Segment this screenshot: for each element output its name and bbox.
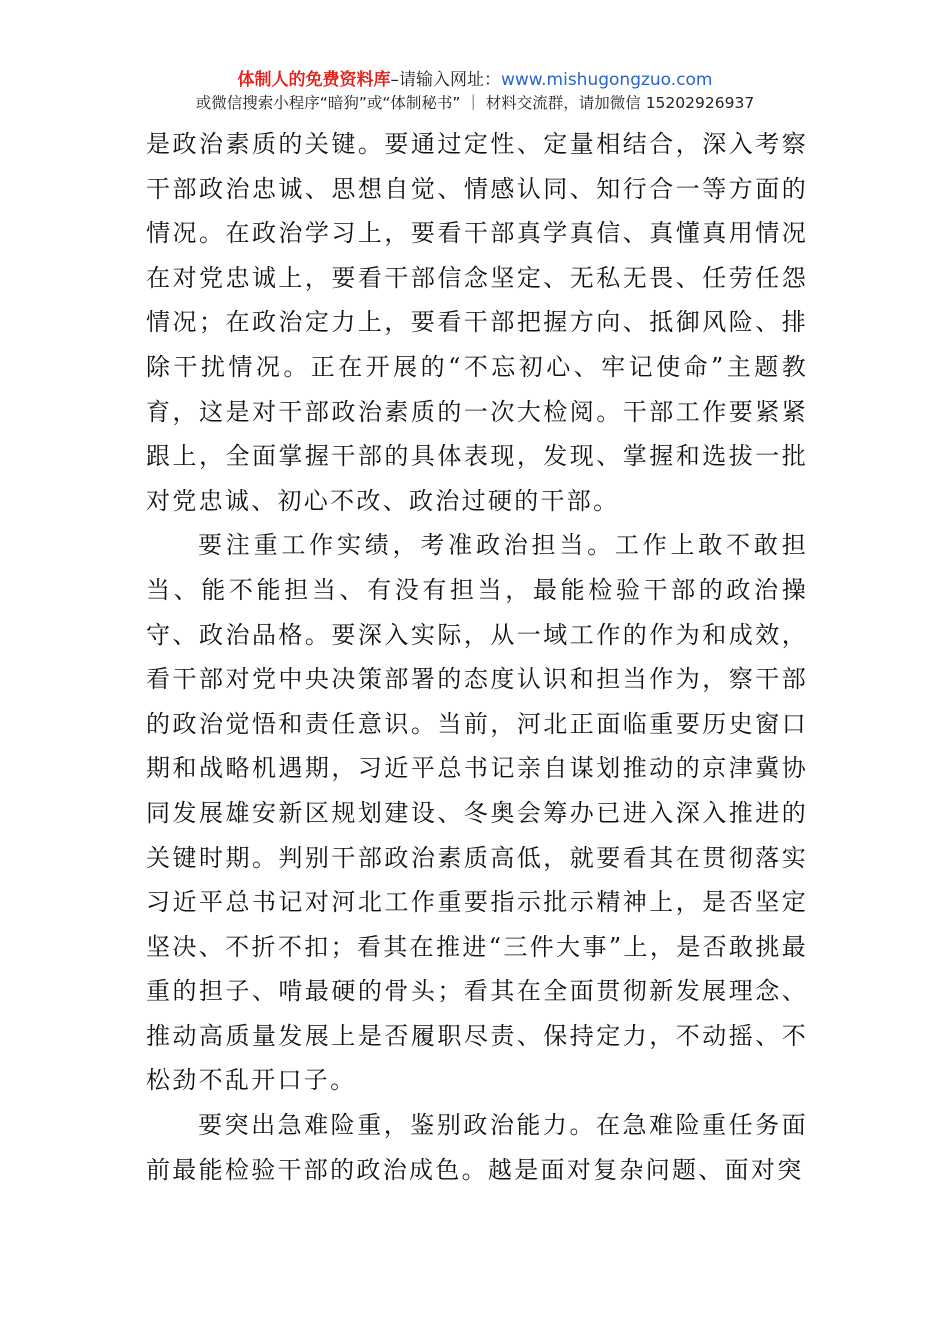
header-line-2: 或微信搜索小程序“暗狗”或“体制秘书” ｜ 材料交流群，请加微信 15202926937 [195, 94, 755, 112]
header-line-1 [0, 68, 950, 92]
paragraph-3: 要突出急难险重，鉴别政治能力。在急难险重任务面前最能检验干部的政治成色。越是面对复杂问题、面对突 [146, 1111, 808, 1184]
paragraph-1: 是政治素质的关键。要通过定性、定量相结合，深入考察干部政治忠诚、思想自觉、情感认同、知行合一等方面的情况。在政治学习上，要看干部真学真信、真懂真用情况在对党忠诚上，要看干部信念坚定、无私无畏、任劳任怨情况；在政治定力上，要看干部把握方向、抵御风险、排除干扰情况。正在开展的“不忘初心、牢记使命”主题教育，这是对干部政治素质的一次大检阅。干部工作要紧紧跟上，全面掌握干部的具体表现，发现、掌握和选拔一批对党忠诚、初心不改、政治过硬的干部。 [146, 130, 808, 515]
page-header [0, 68, 950, 114]
header-url-link[interactable]: www.mishugongzuo.com [500, 70, 713, 90]
document-body [146, 122, 808, 1192]
header-prompt: –请输入网址： [390, 70, 501, 90]
paragraph-2: 要注重工作实绩，考准政治担当。工作上敢不敢担当、能不能担当、有没有担当，最能检验干部的政治操守、政治品格。要深入实际，从一域工作的作为和成效，看干部对党中央决策部署的态度认识和担当作为，察干部的政治觉悟和责任意识。当前，河北正面临重要历史窗口期和战略机遇期，习近平总书记亲自谋划推动的京津冀协同发展雄安新区规划建设、冬奥会筹办已进入深入推进的关键时期。判别干部政治素质高低，就要看其在贯彻落实习近平总书记对河北工作重要指示批示精神上，是否坚定坚决、不折不扣；看其在推进“三件大事”上，是否敢挑最重的担子、啃最硬的骨头；看其在全面贯彻新发展理念、推动高质量发展上是否履职尽责、保持定力，不动摇、不松劲不乱开口子。 [146, 531, 808, 1095]
header-brand: 体制人的免费资料库 [237, 70, 391, 90]
